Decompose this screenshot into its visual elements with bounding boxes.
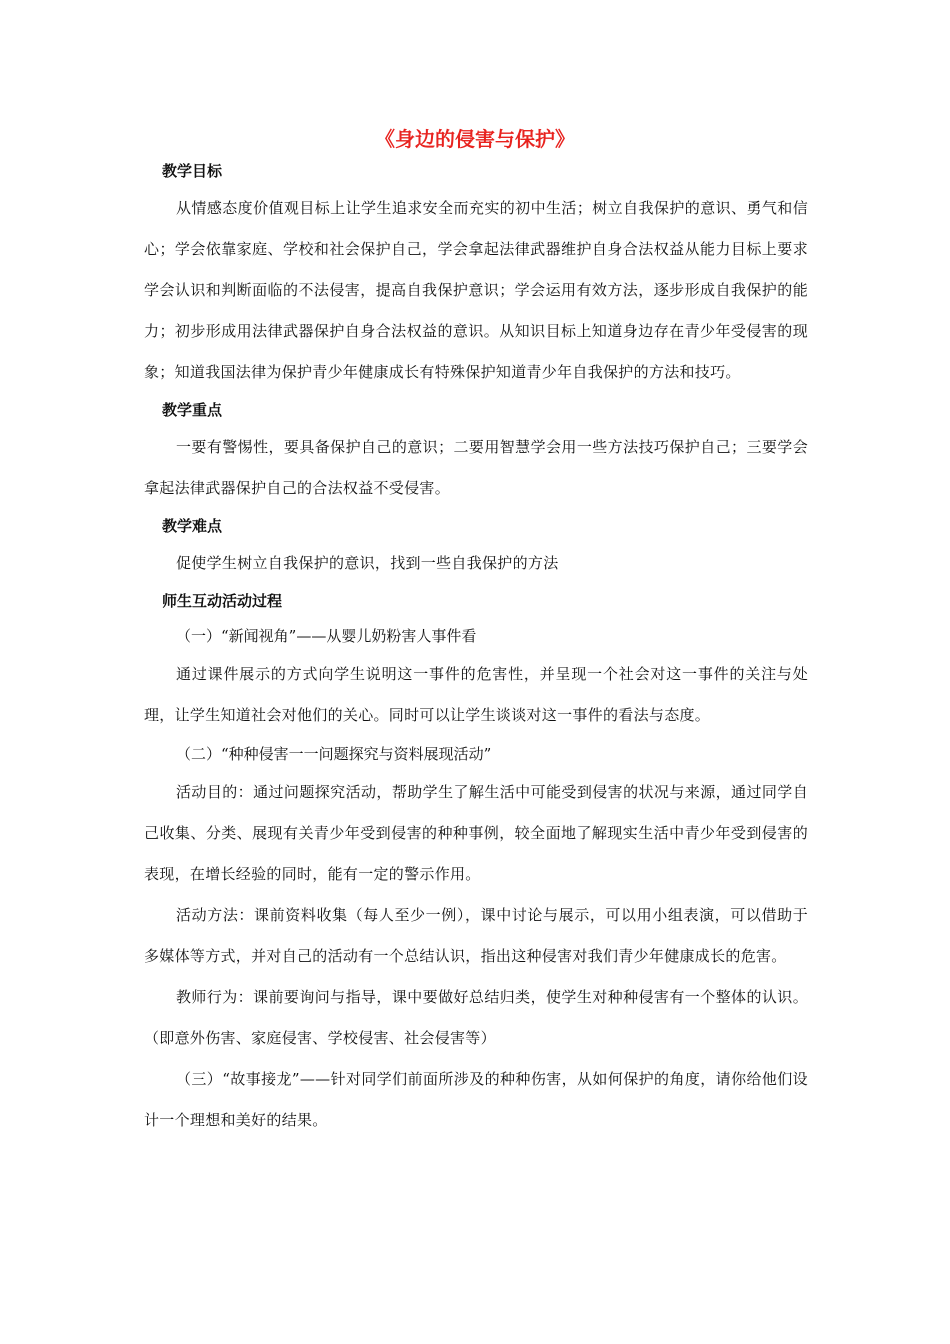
heading-process: 师生互动活动过程 <box>162 592 283 610</box>
part1-text: 通过课件展示的方式向学生说明这一事件的危害性，并呈现一个社会对这一事件的关注与处理，让学生知道社会对他们的关心。同时可以让学生谈谈对这一事件的看法与态度。 <box>144 665 808 724</box>
paragraph-key-points: 一要有警惕性，要具备保护自己的意识；二要用智慧学会用一些方法技巧保护自己；三要学会拿起法律武器保护自己的合法权益不受侵害。 <box>144 438 808 497</box>
part2-method: 活动方法：课前资料收集（每人至少一例），课中讨论与展示，可以用小组表演，可以借助于多媒体等方式，并对自己的活动有一个总结认识，指出这种侵害对我们青少年健康成长的危害。 <box>144 906 808 965</box>
part3-text: （三）“故事接龙”——针对同学们前面所涉及的种种伤害，从如何保护的角度，请你给他们设计一个理想和美好的结果。 <box>144 1070 808 1129</box>
heading-key-points: 教学重点 <box>162 401 223 419</box>
paragraph-difficulties: 促使学生树立自我保护的意识，找到一些自我保护的方法 <box>176 554 559 572</box>
part1-title: （一）“新闻视角”——从婴儿奶粉害人事件看 <box>176 627 477 645</box>
heading-difficulties: 教学难点 <box>162 517 223 535</box>
heading-goals: 教学目标 <box>162 162 223 180</box>
document-body <box>144 160 808 1141</box>
paragraph-goals: 从情感态度价值观目标上让学生追求安全而充实的初中生活；树立自我保护的意识、勇气和信心；学会依靠家庭、学校和社会保护自己，学会拿起法律武器维护自身合法权益从能力目标上要求学会认识和判断面临的不法侵害，提高自我保护意识；学会运用有效方法，逐步形成自我保护的能力；初步形成用法律武器保护自身合法权益的意识。从知识目标上知道身边存在青少年受侵害的现象；知道我国法律为保护青少年健康成长有特殊保护知道青少年自我保护的方法和技巧。 <box>144 199 808 381</box>
part2-title: （二）“种种侵害一一问题探究与资料展现活动” <box>176 745 492 763</box>
part2-teacher: 教师行为：课前要询问与指导，课中要做好总结归类，使学生对种种侵害有一个整体的认识。（即意外伤害、家庭侵害、学校侵害、社会侵害等） <box>144 988 808 1047</box>
part2-goal: 活动目的：通过问题探究活动，帮助学生了解生活中可能受到侵害的状况与来源，通过同学自己收集、分类、展现有关青少年受到侵害的种种事例，较全面地了解现实生活中青少年受到侵害的表现，在增长经验的同时，能有一定的警示作用。 <box>144 783 808 883</box>
document-title: 《身边的侵害与保护》 <box>375 127 575 151</box>
